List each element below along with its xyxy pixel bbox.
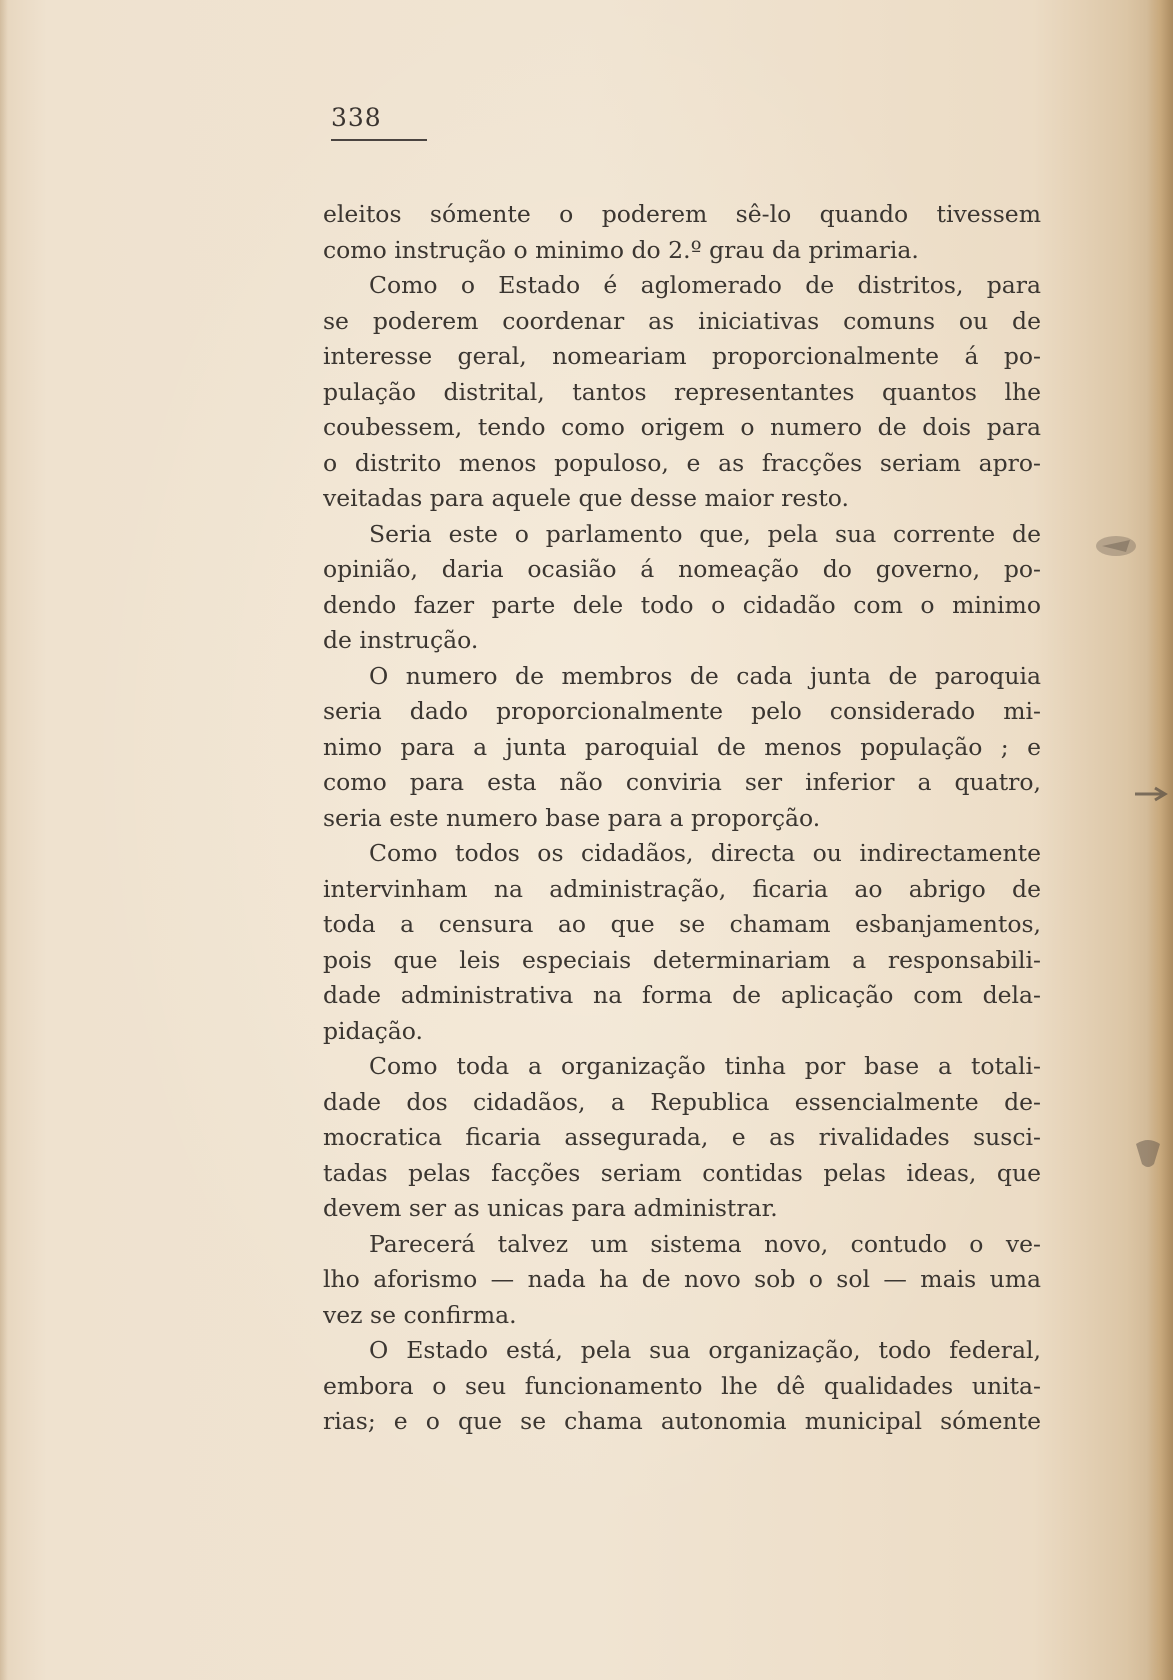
paragraph-first-line: O numero de membros de cada junta de paroquia [369, 661, 1041, 690]
text-line: seria dado proporcionalmente pelo considerado mi- [323, 697, 1041, 725]
paragraph-first-line: Como o Estado é aglomerado de distritos, para [369, 271, 1041, 299]
margin-arrow-mark [1133, 784, 1173, 804]
text-line: como para esta não conviria ser inferior a quatro, [323, 768, 1041, 796]
text-line: tadas pelas facções seriam contidas pelas ideas, que [323, 1158, 1041, 1187]
text-line: toda a censura ao que se chamam esbanjamentos, [323, 910, 1041, 938]
paragraph-first-line: Como toda a organização tinha por base a totali- [369, 1052, 1041, 1080]
text-line: dade administrativa na forma de aplicação com dela- [323, 981, 1041, 1009]
text-line: veitadas para aquele que desse maior resto. [323, 484, 850, 512]
text-line: eleitos sómente o poderem sê-lo quando tivessem [323, 200, 1041, 228]
text-line: vez se confirma. [323, 1300, 517, 1329]
text-line: pulação distrital, tantos representantes quantos lhe [323, 377, 1041, 406]
text-line: se poderem coordenar as iniciativas comuns ou de [323, 306, 1041, 335]
page-number: 338 [331, 103, 382, 132]
margin-smudge-mark [1086, 526, 1146, 566]
text-line: devem ser as unicas para administrar. [323, 1194, 778, 1222]
text-line: pois que leis especiais determinariam a responsabili- [323, 945, 1041, 974]
text-line: seria este numero base para a proporção. [323, 803, 821, 832]
margin-smudge-mark [1128, 1134, 1168, 1174]
text-line: como instrução o minimo do 2.º grau da primaria. [323, 235, 919, 264]
text-line: rias; e o que se chama autonomia municipal sómente [323, 1407, 1041, 1435]
paragraph-first-line: Parecerá talvez um sistema novo, contudo o ve- [369, 1229, 1041, 1258]
text-line: pidação. [323, 1016, 423, 1045]
text-line: interesse geral, nomeariam proporcionalmente á po- [323, 342, 1041, 370]
text-line: dade dos cidadãos, a Republica essencialmente de- [323, 1087, 1041, 1116]
page-left-edge [0, 0, 8, 1680]
text-line: dendo fazer parte dele todo o cidadão com o minimo [323, 590, 1041, 619]
text-line: intervinham na administração, ficaria ao abrigo de [323, 874, 1041, 903]
page-binding-edge [1147, 0, 1173, 1680]
paragraph-first-line: Seria este o parlamento que, pela sua corrente de [369, 519, 1041, 548]
body-text [323, 197, 1041, 1440]
page-number-rule [331, 139, 427, 141]
paragraph-first-line: O Estado está, pela sua organização, todo federal, [369, 1336, 1041, 1364]
text-line: mocratica ficaria assegurada, e as rivalidades susci- [323, 1123, 1041, 1151]
paragraph-first-line: Como todos os cidadãos, directa ou indirectamente [369, 839, 1041, 867]
text-line: embora o seu funcionamento lhe dê qualidades unita- [323, 1371, 1041, 1400]
text-line: de instrução. [323, 626, 479, 654]
text-line: lho aforismo — nada ha de novo sob o sol — mais uma [323, 1265, 1041, 1293]
text-line: opinião, daria ocasião á nomeação do governo, po- [323, 555, 1041, 583]
text-line: coubessem, tendo como origem o numero de dois para [323, 413, 1041, 441]
text-line: nimo para a junta paroquial de menos população ; e [323, 732, 1041, 761]
text-line: o distrito menos populoso, e as fracções seriam apro- [323, 448, 1041, 477]
